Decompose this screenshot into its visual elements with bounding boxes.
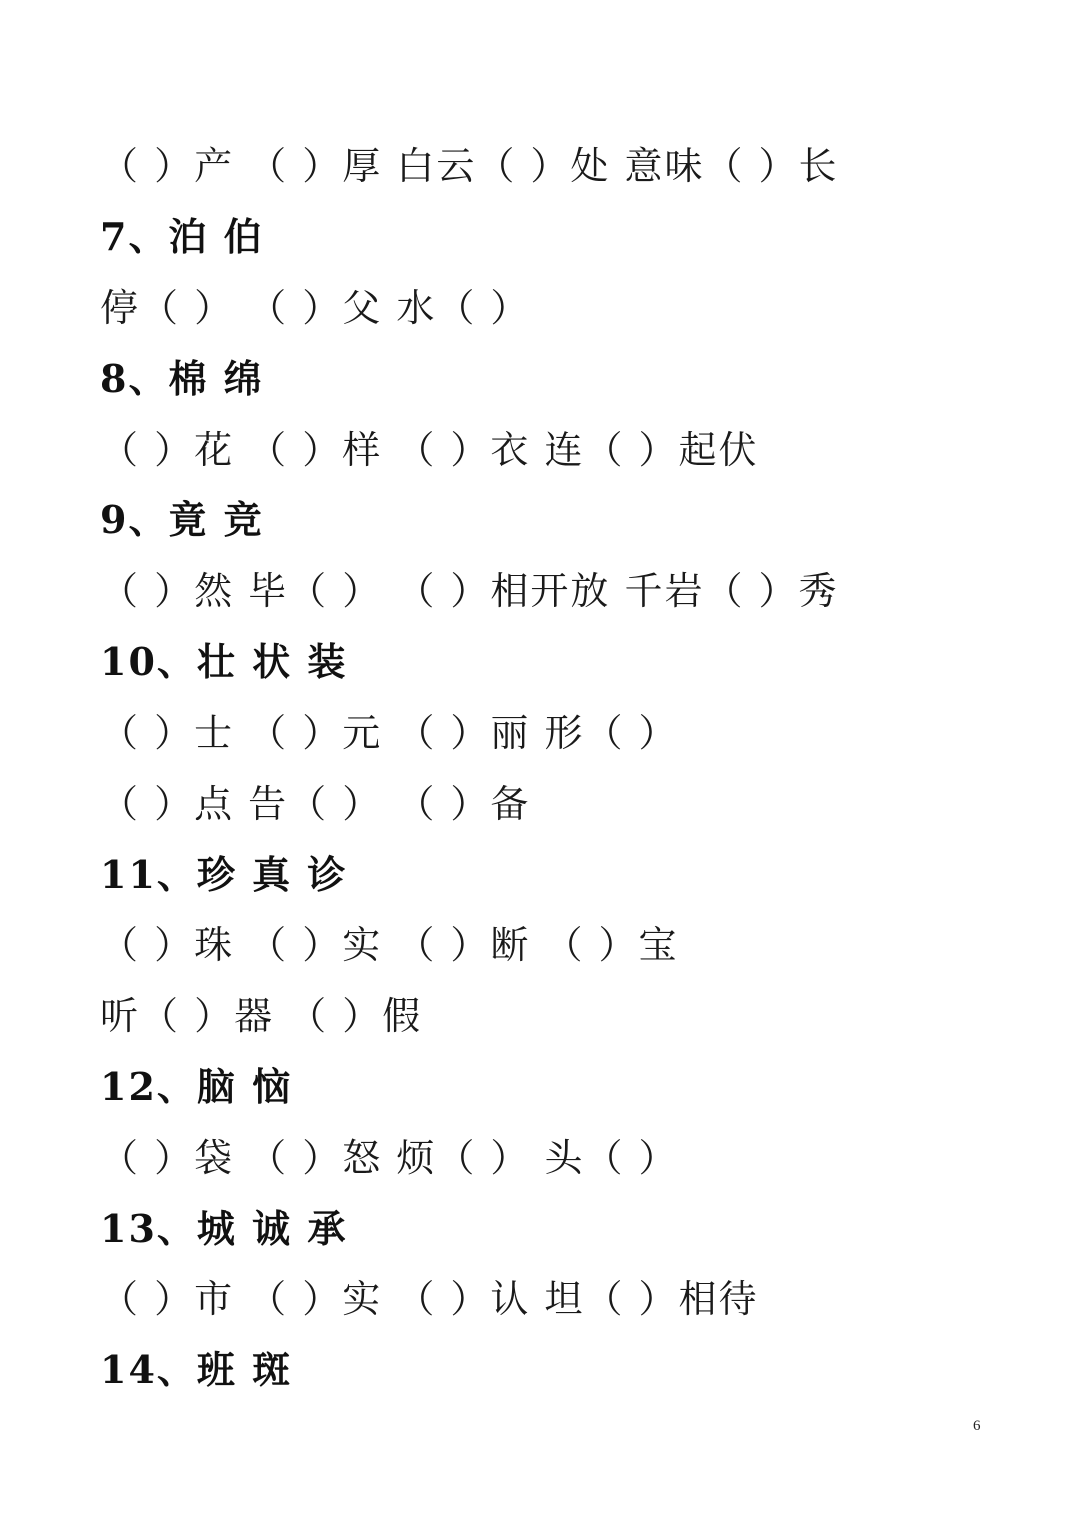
exercise-heading-10: 10、壮 状 装	[100, 639, 348, 684]
exercise-line-8-items: （ ）花 （ ）样 （ ）衣 连（ ）起伏	[100, 428, 759, 472]
exercise-line-10-items-b: （ ）点 告（ ） （ ）备	[100, 782, 531, 826]
exercise-line-13-items: （ ）市 （ ）实 （ ）认 坦（ ）相待	[100, 1277, 759, 1321]
page-number: 6	[973, 1418, 981, 1434]
exercise-heading-8: 8、棉 绵	[100, 356, 264, 401]
exercise-heading-11: 11、珍 真 诊	[100, 852, 348, 897]
exercise-line-12-items: （ ）袋 （ ）怒 烦（ ） 头（ ）	[100, 1136, 679, 1180]
exercise-heading-14: 14、班 斑	[100, 1347, 293, 1392]
exercise-heading-13: 13、城 诚 承	[100, 1206, 348, 1251]
exercise-line-11-items-b: 听（ ）器 （ ）假	[100, 994, 423, 1038]
exercise-line-9-items: （ ）然 毕（ ） （ ）相开放 千岩（ ）秀	[100, 569, 839, 613]
exercise-line-10-items-a: （ ）士 （ ）元 （ ）丽 形（ ）	[100, 711, 679, 755]
exercise-line-6-items: （ ）产 （ ）厚 白云（ ）处 意味（ ）长	[100, 144, 839, 188]
exercise-heading-9: 9、竟 竞	[100, 497, 264, 542]
exercise-line-7-items: 停（ ） （ ）父 水（ ）	[100, 286, 531, 330]
exercise-heading-7: 7、泊 伯	[100, 214, 264, 259]
exercise-heading-12: 12、脑 恼	[100, 1064, 293, 1109]
exercise-line-11-items-a: （ ）珠 （ ）实 （ ）断 （ ）宝	[100, 923, 679, 967]
